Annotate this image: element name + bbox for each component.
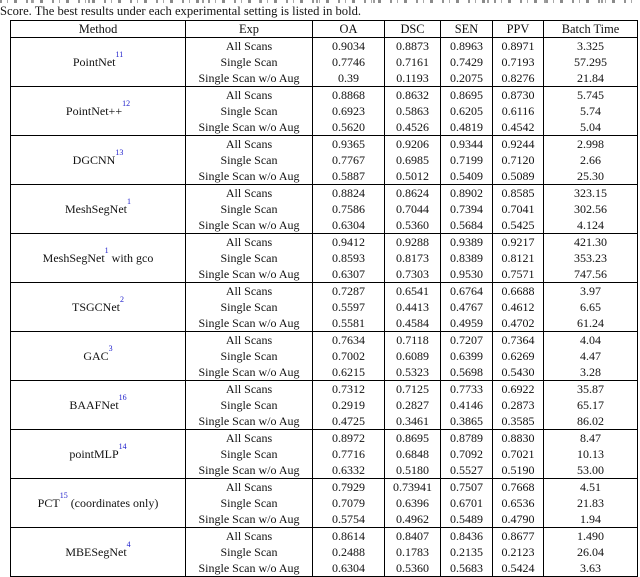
table-row: [11, 332, 638, 349]
method-cell: [11, 430, 186, 479]
value-cell-oa: 0.7746: [313, 54, 385, 70]
value-cell-sen: 0.5489: [441, 511, 493, 528]
value-cell-sen: 0.7207: [441, 332, 493, 349]
exp-cell: Single Scan: [186, 54, 313, 70]
exp-cell: Single Scan w/o Aug: [186, 560, 313, 577]
value-cell-batch-time: 1.490: [544, 528, 638, 545]
method-group: [11, 136, 638, 185]
value-cell-batch-time: 3.28: [544, 364, 638, 381]
value-cell-ppv: 0.7041: [493, 201, 544, 217]
value-cell-oa: 0.7716: [313, 446, 385, 462]
method-cell: [11, 528, 186, 577]
value-cell-dsc: 0.6396: [385, 495, 441, 511]
method-cell: [11, 381, 186, 430]
clipped-text-line: [0, 0, 638, 3]
table-row: [11, 430, 638, 447]
value-cell-sen: 0.8389: [441, 250, 493, 266]
value-cell-oa: 0.6304: [313, 217, 385, 234]
value-cell-ppv: 0.8677: [493, 528, 544, 545]
value-cell-sen: 0.9389: [441, 234, 493, 251]
exp-cell: All Scans: [186, 528, 313, 545]
value-cell-ppv: 0.4702: [493, 315, 544, 332]
value-cell-dsc: 0.8407: [385, 528, 441, 545]
value-cell-sen: 0.6399: [441, 348, 493, 364]
value-cell-batch-time: 421.30: [544, 234, 638, 251]
value-cell-batch-time: 4.47: [544, 348, 638, 364]
method-suffix: (coordinates only): [67, 495, 159, 510]
value-cell-ppv: 0.5089: [493, 168, 544, 185]
citation-link[interactable]: 3: [108, 343, 113, 353]
value-cell-sen: 0.8436: [441, 528, 493, 545]
value-cell-batch-time: 25.30: [544, 168, 638, 185]
value-cell-batch-time: 323.15: [544, 185, 638, 202]
method-cell: [11, 479, 186, 528]
value-cell-oa: 0.7586: [313, 201, 385, 217]
exp-cell: All Scans: [186, 381, 313, 398]
value-cell-batch-time: 3.325: [544, 38, 638, 55]
method-group: [11, 185, 638, 234]
value-cell-oa: 0.2919: [313, 397, 385, 413]
value-cell-sen: 0.4819: [441, 119, 493, 136]
value-cell-batch-time: 5.74: [544, 103, 638, 119]
value-cell-oa: 0.6215: [313, 364, 385, 381]
citation-link[interactable]: 14: [118, 441, 127, 451]
value-cell-dsc: 0.4962: [385, 511, 441, 528]
value-cell-batch-time: 3.97: [544, 283, 638, 300]
value-cell-sen: 0.5527: [441, 462, 493, 479]
value-cell-batch-time: 747.56: [544, 266, 638, 283]
value-cell-oa: 0.8868: [313, 87, 385, 104]
value-cell-sen: 0.6764: [441, 283, 493, 300]
exp-cell: Single Scan w/o Aug: [186, 266, 313, 283]
method-cell: [11, 283, 186, 332]
value-cell-ppv: 0.5430: [493, 364, 544, 381]
table-row: [11, 528, 638, 545]
method-suffix: with gco: [108, 250, 154, 265]
value-cell-ppv: 0.7021: [493, 446, 544, 462]
method-group: [11, 528, 638, 577]
exp-cell: All Scans: [186, 283, 313, 300]
value-cell-ppv: 0.8830: [493, 430, 544, 447]
value-cell-dsc: 0.6985: [385, 152, 441, 168]
table-row: [11, 136, 638, 153]
value-cell-oa: 0.7002: [313, 348, 385, 364]
value-cell-sen: 0.5698: [441, 364, 493, 381]
value-cell-dsc: 0.5360: [385, 560, 441, 577]
exp-cell: All Scans: [186, 185, 313, 202]
table-row: [11, 234, 638, 251]
value-cell-sen: 0.8963: [441, 38, 493, 55]
value-cell-dsc: 0.8873: [385, 38, 441, 55]
value-cell-oa: 0.39: [313, 70, 385, 87]
citation-link[interactable]: 12: [122, 98, 131, 108]
value-cell-sen: 0.4959: [441, 315, 493, 332]
value-cell-ppv: 0.4790: [493, 511, 544, 528]
citation-link[interactable]: 11: [115, 49, 124, 59]
table-row: [11, 283, 638, 300]
exp-cell: All Scans: [186, 136, 313, 153]
table-row: [11, 87, 638, 104]
exp-cell: All Scans: [186, 332, 313, 349]
column-header-ppv: PPV: [493, 21, 544, 38]
value-cell-batch-time: 2.66: [544, 152, 638, 168]
value-cell-ppv: 0.7364: [493, 332, 544, 349]
value-cell-ppv: 0.2873: [493, 397, 544, 413]
value-cell-ppv: 0.8121: [493, 250, 544, 266]
header-row: [11, 21, 638, 38]
value-cell-oa: 0.7287: [313, 283, 385, 300]
value-cell-ppv: 0.7120: [493, 152, 544, 168]
value-cell-ppv: 0.8276: [493, 70, 544, 87]
value-cell-dsc: 0.6848: [385, 446, 441, 462]
method-name: PointNet: [72, 54, 116, 69]
method-cell: [11, 234, 186, 283]
method-group: [11, 479, 638, 528]
value-cell-ppv: 0.6688: [493, 283, 544, 300]
value-cell-oa: 0.6923: [313, 103, 385, 119]
value-cell-dsc: 0.4413: [385, 299, 441, 315]
value-cell-sen: 0.4767: [441, 299, 493, 315]
value-cell-sen: 0.2075: [441, 70, 493, 87]
citation-link[interactable]: 2: [120, 294, 124, 304]
method-group: [11, 332, 638, 381]
table-row: [11, 38, 638, 55]
value-cell-sen: 0.7199: [441, 152, 493, 168]
value-cell-batch-time: 302.56: [544, 201, 638, 217]
column-header-oa: OA: [313, 21, 385, 38]
exp-cell: Single Scan: [186, 250, 313, 266]
exp-cell: Single Scan: [186, 544, 313, 560]
column-header-batch-time: Batch Time: [544, 21, 638, 38]
value-cell-batch-time: 86.02: [544, 413, 638, 430]
exp-cell: Single Scan w/o Aug: [186, 364, 313, 381]
value-cell-oa: 0.7767: [313, 152, 385, 168]
value-cell-dsc: 0.5323: [385, 364, 441, 381]
value-cell-dsc: 0.6541: [385, 283, 441, 300]
value-cell-batch-time: 57.295: [544, 54, 638, 70]
value-cell-ppv: 0.8585: [493, 185, 544, 202]
value-cell-batch-time: 5.745: [544, 87, 638, 104]
value-cell-oa: 0.7634: [313, 332, 385, 349]
value-cell-ppv: 0.6536: [493, 495, 544, 511]
value-cell-dsc: 0.7161: [385, 54, 441, 70]
method-name: pointMLP: [69, 446, 119, 461]
value-cell-dsc: 0.7303: [385, 266, 441, 283]
value-cell-oa: 0.6332: [313, 462, 385, 479]
value-cell-dsc: 0.9288: [385, 234, 441, 251]
value-cell-oa: 0.7312: [313, 381, 385, 398]
value-cell-oa: 0.9365: [313, 136, 385, 153]
value-cell-sen: 0.5683: [441, 560, 493, 577]
value-cell-ppv: 0.2123: [493, 544, 544, 560]
value-cell-oa: 0.7929: [313, 479, 385, 496]
method-name: MeshSegNet: [65, 201, 127, 216]
value-cell-sen: 0.6205: [441, 103, 493, 119]
method-name: BAAFNet: [69, 397, 119, 412]
method-name: MeshSegNet: [42, 250, 105, 265]
citation-link[interactable]: 13: [115, 147, 124, 157]
value-cell-sen: 0.7429: [441, 54, 493, 70]
column-header-method: Method: [11, 21, 186, 38]
value-cell-dsc: 0.7125: [385, 381, 441, 398]
value-cell-oa: 0.8972: [313, 430, 385, 447]
value-cell-ppv: 0.8971: [493, 38, 544, 55]
citation-link[interactable]: 16: [118, 392, 127, 402]
method-group: [11, 430, 638, 479]
value-cell-ppv: 0.6269: [493, 348, 544, 364]
value-cell-sen: 0.2135: [441, 544, 493, 560]
value-cell-batch-time: 10.13: [544, 446, 638, 462]
value-cell-batch-time: 26.04: [544, 544, 638, 560]
value-cell-sen: 0.7507: [441, 479, 493, 496]
value-cell-oa: 0.5597: [313, 299, 385, 315]
value-cell-sen: 0.8789: [441, 430, 493, 447]
value-cell-oa: 0.9034: [313, 38, 385, 55]
value-cell-batch-time: 1.94: [544, 511, 638, 528]
method-name: TSGCNet: [72, 299, 120, 314]
exp-cell: Single Scan: [186, 152, 313, 168]
exp-cell: All Scans: [186, 38, 313, 55]
value-cell-ppv: 0.7668: [493, 479, 544, 496]
value-cell-ppv: 0.7193: [493, 54, 544, 70]
value-cell-ppv: 0.9217: [493, 234, 544, 251]
exp-cell: Single Scan w/o Aug: [186, 315, 313, 332]
value-cell-oa: 0.8593: [313, 250, 385, 266]
method-group: [11, 87, 638, 136]
value-cell-sen: 0.7394: [441, 201, 493, 217]
value-cell-dsc: 0.7044: [385, 201, 441, 217]
value-cell-dsc: 0.5863: [385, 103, 441, 119]
exp-cell: Single Scan: [186, 103, 313, 119]
table-row: [11, 185, 638, 202]
citation-link[interactable]: 4: [126, 539, 131, 549]
value-cell-batch-time: 21.84: [544, 70, 638, 87]
value-cell-ppv: 0.3585: [493, 413, 544, 430]
table-caption: Score. The best results under each experimental setting is listed in bold.: [0, 4, 362, 18]
method-name: DGCNN: [72, 152, 116, 167]
exp-cell: All Scans: [186, 430, 313, 447]
citation-link[interactable]: 1: [104, 245, 109, 255]
value-cell-dsc: 0.8173: [385, 250, 441, 266]
value-cell-sen: 0.9344: [441, 136, 493, 153]
value-cell-batch-time: 6.65: [544, 299, 638, 315]
value-cell-batch-time: 53.00: [544, 462, 638, 479]
value-cell-ppv: 0.6116: [493, 103, 544, 119]
value-cell-oa: 0.9412: [313, 234, 385, 251]
exp-cell: Single Scan: [186, 299, 313, 315]
method-cell: [11, 185, 186, 234]
exp-cell: Single Scan w/o Aug: [186, 413, 313, 430]
value-cell-dsc: 0.5360: [385, 217, 441, 234]
value-cell-dsc: 0.8624: [385, 185, 441, 202]
value-cell-ppv: 0.4542: [493, 119, 544, 136]
value-cell-oa: 0.5581: [313, 315, 385, 332]
column-header-dsc: DSC: [385, 21, 441, 38]
value-cell-dsc: 0.8695: [385, 430, 441, 447]
value-cell-batch-time: 353.23: [544, 250, 638, 266]
value-cell-ppv: 0.6922: [493, 381, 544, 398]
method-name: MBESegNet: [65, 544, 127, 559]
value-cell-sen: 0.8695: [441, 87, 493, 104]
value-cell-oa: 0.5620: [313, 119, 385, 136]
value-cell-sen: 0.3865: [441, 413, 493, 430]
value-cell-sen: 0.4146: [441, 397, 493, 413]
value-cell-sen: 0.8902: [441, 185, 493, 202]
value-cell-dsc: 0.5180: [385, 462, 441, 479]
value-cell-dsc: 0.1783: [385, 544, 441, 560]
value-cell-dsc: 0.9206: [385, 136, 441, 153]
exp-cell: Single Scan: [186, 495, 313, 511]
table-row: [11, 381, 638, 398]
value-cell-ppv: 0.5424: [493, 560, 544, 577]
exp-cell: All Scans: [186, 479, 313, 496]
value-cell-dsc: 0.5012: [385, 168, 441, 185]
method-cell: [11, 38, 186, 87]
value-cell-dsc: 0.1193: [385, 70, 441, 87]
value-cell-batch-time: 4.51: [544, 479, 638, 496]
value-cell-oa: 0.8614: [313, 528, 385, 545]
value-cell-oa: 0.7079: [313, 495, 385, 511]
exp-cell: Single Scan w/o Aug: [186, 168, 313, 185]
value-cell-sen: 0.5684: [441, 217, 493, 234]
exp-cell: Single Scan w/o Aug: [186, 511, 313, 528]
value-cell-batch-time: 35.87: [544, 381, 638, 398]
method-group: [11, 234, 638, 283]
exp-cell: Single Scan: [186, 348, 313, 364]
exp-cell: Single Scan: [186, 446, 313, 462]
value-cell-dsc: 0.7118: [385, 332, 441, 349]
exp-cell: Single Scan w/o Aug: [186, 217, 313, 234]
value-cell-oa: 0.5754: [313, 511, 385, 528]
value-cell-batch-time: 65.17: [544, 397, 638, 413]
value-cell-sen: 0.6701: [441, 495, 493, 511]
method-cell: [11, 136, 186, 185]
value-cell-oa: 0.8824: [313, 185, 385, 202]
value-cell-ppv: 0.4612: [493, 299, 544, 315]
results-table: [10, 20, 638, 577]
value-cell-batch-time: 5.04: [544, 119, 638, 136]
value-cell-dsc: 0.2827: [385, 397, 441, 413]
value-cell-oa: 0.4725: [313, 413, 385, 430]
method-group: [11, 38, 638, 87]
value-cell-ppv: 0.7571: [493, 266, 544, 283]
value-cell-batch-time: 21.83: [544, 495, 638, 511]
method-cell: [11, 332, 186, 381]
exp-cell: Single Scan w/o Aug: [186, 70, 313, 87]
method-name: GAC: [83, 348, 109, 363]
value-cell-batch-time: 4.124: [544, 217, 638, 234]
table-header: [11, 21, 638, 38]
column-header-exp: Exp: [186, 21, 313, 38]
value-cell-oa: 0.5887: [313, 168, 385, 185]
value-cell-ppv: 0.5425: [493, 217, 544, 234]
value-cell-dsc: 0.4526: [385, 119, 441, 136]
method-name: PCT: [37, 495, 60, 510]
method-cell: [11, 87, 186, 136]
value-cell-dsc: 0.4584: [385, 315, 441, 332]
value-cell-batch-time: 61.24: [544, 315, 638, 332]
value-cell-sen: 0.5409: [441, 168, 493, 185]
exp-cell: Single Scan: [186, 201, 313, 217]
column-header-sen: SEN: [441, 21, 493, 38]
value-cell-oa: 0.6304: [313, 560, 385, 577]
table-row: [11, 479, 638, 496]
method-group: [11, 381, 638, 430]
value-cell-oa: 0.2488: [313, 544, 385, 560]
value-cell-sen: 0.7092: [441, 446, 493, 462]
method-group: [11, 283, 638, 332]
value-cell-dsc: 0.73941: [385, 479, 441, 496]
citation-link[interactable]: 1: [127, 196, 131, 206]
exp-cell: All Scans: [186, 87, 313, 104]
value-cell-ppv: 0.5190: [493, 462, 544, 479]
exp-cell: Single Scan w/o Aug: [186, 462, 313, 479]
value-cell-batch-time: 2.998: [544, 136, 638, 153]
value-cell-oa: 0.6307: [313, 266, 385, 283]
value-cell-ppv: 0.8730: [493, 87, 544, 104]
value-cell-dsc: 0.6089: [385, 348, 441, 364]
value-cell-batch-time: 4.04: [544, 332, 638, 349]
exp-cell: Single Scan: [186, 397, 313, 413]
exp-cell: Single Scan w/o Aug: [186, 119, 313, 136]
citation-link[interactable]: 15: [59, 490, 68, 500]
value-cell-dsc: 0.3461: [385, 413, 441, 430]
value-cell-batch-time: 3.63: [544, 560, 638, 577]
method-name: PointNet++: [65, 103, 123, 118]
value-cell-ppv: 0.9244: [493, 136, 544, 153]
value-cell-sen: 0.9530: [441, 266, 493, 283]
value-cell-sen: 0.7733: [441, 381, 493, 398]
value-cell-dsc: 0.8632: [385, 87, 441, 104]
value-cell-batch-time: 8.47: [544, 430, 638, 447]
exp-cell: All Scans: [186, 234, 313, 251]
